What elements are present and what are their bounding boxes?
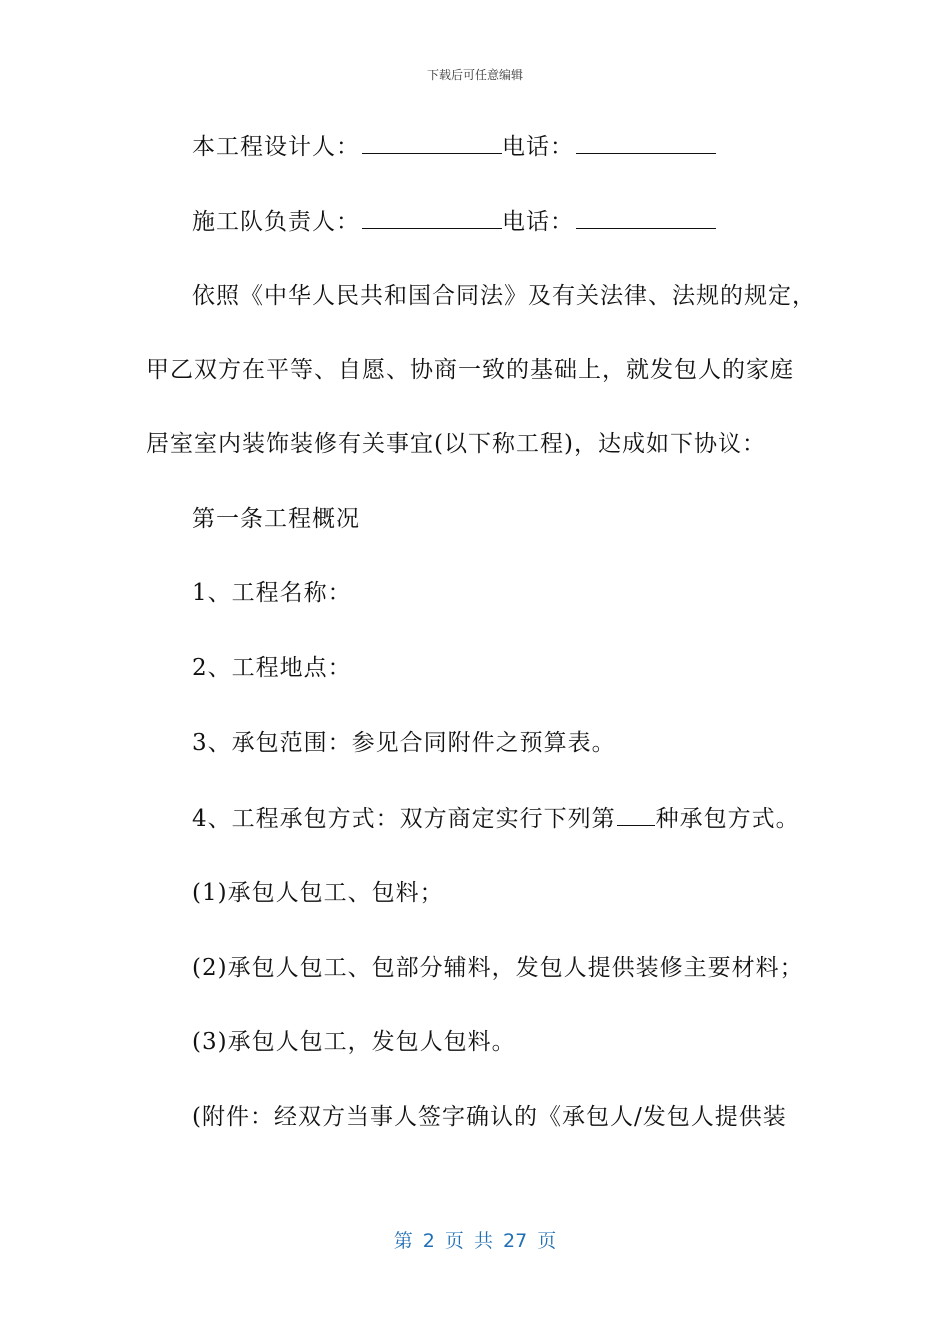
footer-total-pages: 27	[503, 1230, 528, 1252]
team-leader-phone-label: 电话：	[502, 209, 574, 235]
designer-phone-label: 电话：	[502, 134, 574, 160]
article-1-title: 第一条工程概况	[192, 506, 360, 532]
designer-line	[192, 131, 716, 162]
intro-line-2: 甲乙双方在平等、自愿、协商一致的基础上，就发包人的家庭	[146, 357, 794, 383]
contract-method-text-end: 种承包方式。	[655, 806, 800, 832]
item-project-location: 2、工程地点：	[192, 655, 352, 681]
footer-suffix: 页	[537, 1230, 557, 1252]
footer-page-number: 2	[422, 1230, 435, 1252]
header-note: 下载后可任意编辑	[426, 68, 523, 82]
page-footer	[0, 1226, 950, 1253]
team-leader-phone-blank[interactable]	[576, 206, 716, 229]
option-3: (3)承包人包工，发包人包料。	[192, 1029, 516, 1055]
designer-name-blank[interactable]	[362, 131, 502, 154]
item-project-name: 1、工程名称：	[192, 580, 352, 606]
attachment-note: (附件：经双方当事人签字确认的《承包人/发包人提供装	[192, 1104, 787, 1130]
designer-phone-blank[interactable]	[576, 131, 716, 154]
footer-middle: 页 共	[444, 1230, 493, 1252]
item-contract-method	[192, 803, 800, 834]
option-2: (2)承包人包工、包部分辅料，发包人提供装修主要材料；	[192, 955, 804, 981]
item-contract-scope: 3、承包范围：参见合同附件之预算表。	[192, 730, 616, 756]
designer-label: 本工程设计人：	[192, 134, 360, 160]
option-1: (1)承包人包工、包料；	[192, 880, 444, 906]
team-leader-name-blank[interactable]	[362, 206, 502, 229]
contract-method-text-start: 4、工程承包方式：双方商定实行下列第	[192, 806, 616, 832]
team-leader-line	[192, 206, 716, 237]
team-leader-label: 施工队负责人：	[192, 209, 360, 235]
footer-prefix: 第	[393, 1230, 413, 1252]
intro-line-3: 居室室内装饰装修有关事宜(以下称工程)，达成如下协议：	[146, 431, 766, 457]
intro-line-1: 依照《中华人民共和国合同法》及有关法律、法规的规定，	[192, 283, 816, 309]
contract-method-choice-blank[interactable]	[617, 803, 655, 826]
